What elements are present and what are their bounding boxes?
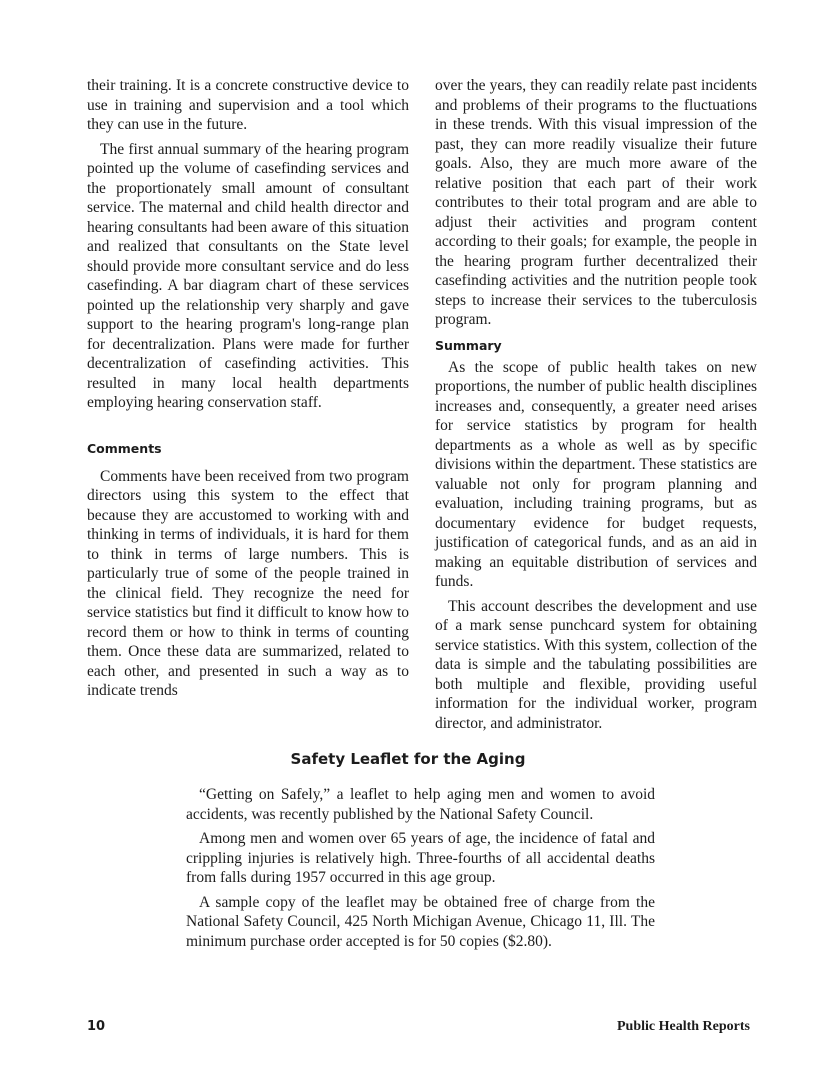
- right-paragraph-2: As the scope of public health takes on new proportions, the number of public health disciplines increases and, consequently, a greater need arises for service statistics by program for health departments as a whole as well as by specific divisions within the department. These statistics are valuable not only for program planning and evaluation, including training programs, but as documentary evidence for budget requests, justification of categorical funds, and as an aid in making an equitable distribution of services and funds.: [435, 358, 757, 590]
- left-paragraph-1: their training. It is a concrete constructive device to use in training and supervision and a tool which they can use in the future.: [87, 77, 409, 133]
- box-paragraph-3: A sample copy of the leaflet may be obtained free of charge from the National Safety Council, 425 North Michigan Avenue, Chicago 11, Ill. The minimum purchase order accepted is for 50 copies ($2.80).: [186, 893, 655, 950]
- left-paragraph-2: The first annual summary of the hearing program pointed up the volume of casefinding services and the proportionately small amount of consultant service. The maternal and child health director and hearing consultants had been aware of this situation and realized that consultants on the State level should provide more consultant service and do less casefinding. A bar diagram chart of these services pointed up the relationship very sharply and gave support to the hearing program's long-range plan for decentralization. Plans were made for further decentralization of casefinding activities. This resulted in many local health departments employing hearing conservation staff.: [87, 140, 409, 411]
- comments-heading: Comments: [87, 440, 162, 456]
- summary-heading: Summary: [435, 337, 502, 353]
- page-number: 10: [87, 1019, 106, 1034]
- box-body: [186, 785, 655, 951]
- right-column: [435, 76, 757, 733]
- left-column: [87, 76, 409, 701]
- box-title: Safety Leaflet for the Aging: [290, 750, 526, 768]
- journal-title: Public Health Reports: [617, 1019, 750, 1034]
- box-paragraph-1: “Getting on Safely,” a leaflet to help aging men and women to avoid accidents, was recently published by the National Safety Council.: [186, 786, 655, 823]
- right-paragraph-1: over the years, they can readily relate past incidents and problems of their programs to the fluctuations in these trends. With this visual impression of the past, they can more readily visualize their future goals. Also, they are much more aware of the relative position that each part of their work contributes to their total program and are able to adjust their activities and program content according to their goals; for example, the people in the hearing program further decentralized their casefinding activities and the nutrition people took steps to increase their services to the tuberculosis program.: [435, 77, 757, 328]
- left-paragraph-3: Comments have been received from two program directors using this system to the effect that because they are accustomed to working with and thinking in terms of individuals, it is hard for them to think in terms of large numbers. This is particularly true of some of the people trained in the clinical field. They recognize the need for service statistics but find it difficult to know how to record them or how to think in terms of counting them. Once these data are summarized, related to each other, and presented in such a way as to indicate trends: [87, 467, 409, 699]
- right-paragraph-3: This account describes the development and use of a mark sense punchcard system for obtaining service statistics. With this system, collection of the data is simple and the tabulating possibilities are both multiple and flexible, providing useful information for the individual worker, program director, and administrator.: [435, 597, 757, 732]
- box-paragraph-2: Among men and women over 65 years of age, the incidence of fatal and crippling injuries is relatively high. Three-fourths of all accidental deaths from falls during 1957 occurred in this age group.: [186, 830, 655, 886]
